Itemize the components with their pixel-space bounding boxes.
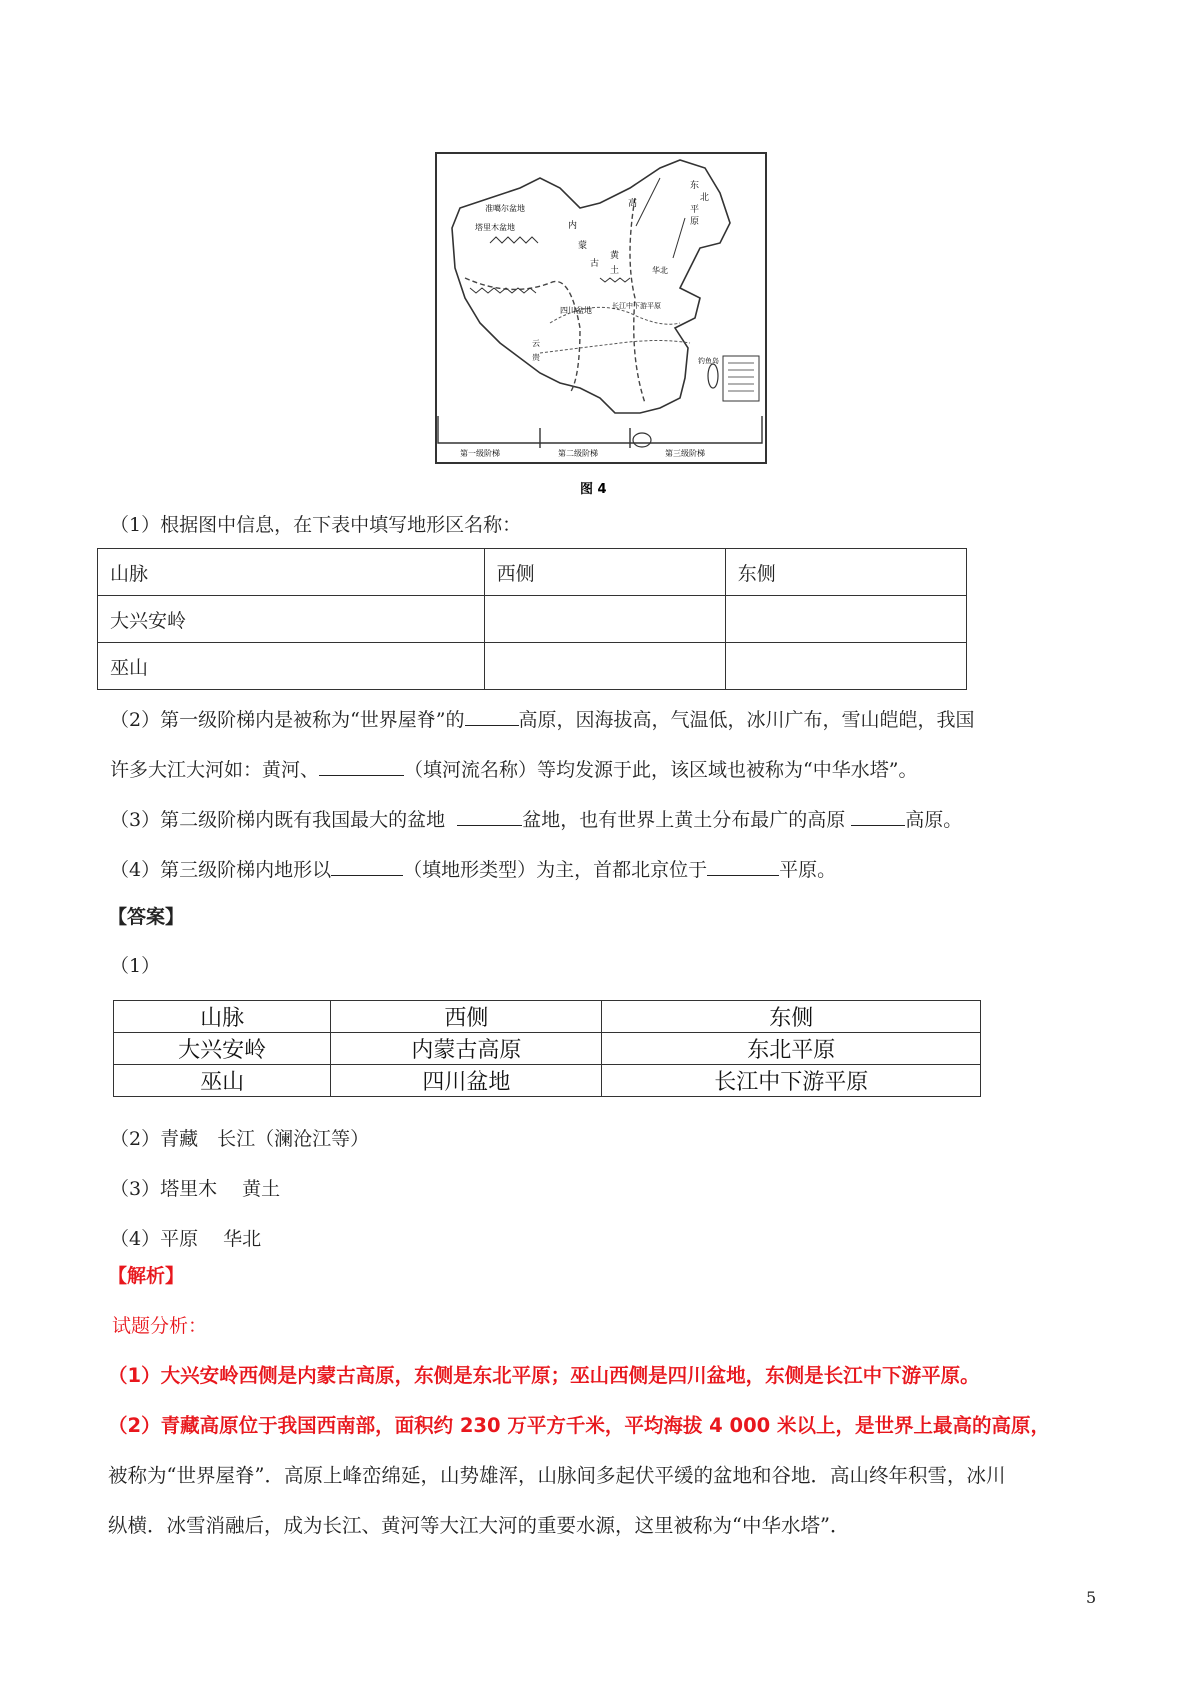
label-loess-t: 土 bbox=[610, 266, 620, 276]
label-tarim: 塔里木盆地 bbox=[475, 223, 515, 232]
table-cell: 西侧 bbox=[484, 549, 725, 596]
answer-blank[interactable] bbox=[331, 857, 403, 876]
label-step2: 第二级阶梯 bbox=[558, 449, 598, 458]
question-1: （1）根据图中信息，在下表中填写地形区名称： bbox=[110, 514, 522, 536]
answer-blank[interactable] bbox=[457, 807, 522, 826]
table-cell: 大兴安岭 bbox=[114, 1033, 331, 1065]
answer-blank[interactable] bbox=[319, 757, 404, 776]
answer-blank-cell[interactable] bbox=[484, 643, 725, 690]
label-plateau-g: 高 bbox=[628, 199, 638, 209]
label-step1: 第一级阶梯 bbox=[460, 449, 500, 458]
table-cell: 山脉 bbox=[98, 549, 485, 596]
q4-text-a: （4）第三级阶梯内地形以 bbox=[110, 859, 332, 881]
table-cell: 四川盆地 bbox=[331, 1065, 602, 1097]
table-cell: 巫山 bbox=[98, 643, 485, 690]
terrain-map-figure bbox=[430, 148, 775, 498]
label-gui: 贵 bbox=[532, 353, 540, 362]
question-2-line1 bbox=[110, 706, 975, 734]
label-yun: 云 bbox=[532, 339, 540, 348]
label-junggar: 准噶尔盆地 bbox=[485, 204, 525, 213]
analysis-paragraph-3: 被称为“世界屋脊”．高原上峰峦绵延，山势雄浑，山脉间多起伏平缓的盆地和谷地．高山终年积雪，冰川 bbox=[108, 1464, 1006, 1487]
answer-1: （1） bbox=[110, 955, 161, 977]
label-step3: 第三级阶梯 bbox=[665, 449, 705, 458]
q2-text-b: 高原，因海拔高，气温低，冰川广布，雪山皑皑，我国 bbox=[518, 709, 975, 731]
table-cell: 长江中下游平原 bbox=[602, 1065, 981, 1097]
q2-text-c: 许多大江大河如：黄河、 bbox=[110, 759, 320, 781]
answer-2: （2）青藏 长江（澜沧江等） bbox=[110, 1128, 370, 1150]
analysis-paragraph-2: （2）青藏高原位于我国西南部，面积约 230 万平方千米，平均海拔 4 000 米以上，是世界上最高的高原， bbox=[108, 1414, 1050, 1437]
table-row bbox=[114, 1065, 981, 1097]
q3-text-b: 盆地，也有世界上黄土分布最广的高原 bbox=[522, 809, 846, 831]
table-row bbox=[98, 596, 967, 643]
analysis-heading: 【解析】 bbox=[108, 1265, 185, 1287]
label-huabei: 华北 bbox=[652, 266, 668, 275]
answer-blank[interactable] bbox=[707, 857, 779, 876]
q4-text-c: 平原。 bbox=[779, 859, 837, 881]
label-gu: 古 bbox=[590, 259, 600, 269]
answer-4: （4）平原 华北 bbox=[110, 1228, 262, 1250]
table-row bbox=[114, 1001, 981, 1033]
table-cell: 山脉 bbox=[114, 1001, 331, 1033]
table-cell: 大兴安岭 bbox=[98, 596, 485, 643]
table-cell: 东北平原 bbox=[602, 1033, 981, 1065]
label-loess-h: 黄 bbox=[610, 251, 620, 261]
q2-text-a: （2）第一级阶梯内是被称为“世界屋脊”的 bbox=[110, 709, 465, 731]
label-yuan: 原 bbox=[690, 217, 700, 227]
label-bei: 北 bbox=[700, 193, 710, 203]
table-cell: 西侧 bbox=[331, 1001, 602, 1033]
question-table bbox=[97, 548, 967, 690]
q3-text-c: 高原。 bbox=[905, 809, 963, 831]
answer-heading: 【答案】 bbox=[108, 906, 185, 928]
table-cell: 巫山 bbox=[114, 1065, 331, 1097]
table-row bbox=[98, 549, 967, 596]
label-sichuan: 四川盆地 bbox=[560, 306, 592, 315]
label-inner: 内 bbox=[568, 221, 578, 231]
question-4 bbox=[110, 856, 836, 884]
label-ping: 平 bbox=[690, 205, 700, 215]
label-mongol: 蒙 bbox=[578, 241, 588, 251]
label-ne: 东 bbox=[690, 181, 700, 191]
answer-blank-cell[interactable] bbox=[725, 596, 966, 643]
question-2-line2 bbox=[110, 756, 917, 784]
q4-text-b: （填地形类型）为主，首都北京位于 bbox=[403, 859, 708, 881]
label-yangtze-plain: 长江中下游平原 bbox=[612, 302, 661, 310]
table-cell: 内蒙古高原 bbox=[331, 1033, 602, 1065]
table-row bbox=[98, 643, 967, 690]
answer-3: （3）塔里木 黄土 bbox=[110, 1178, 281, 1200]
answer-blank[interactable] bbox=[465, 707, 519, 726]
analysis-paragraph-4: 纵横．冰雪消融后，成为长江、黄河等大江大河的重要水源，这里被称为“中华水塔”． bbox=[108, 1514, 850, 1537]
page-number: 5 bbox=[1086, 1588, 1097, 1607]
q3-text-a: （3）第二级阶梯内既有我国最大的盆地 bbox=[110, 809, 446, 831]
analysis-paragraph-1: （1）大兴安岭西侧是内蒙古高原，东侧是东北平原；巫山西侧是四川盆地，东侧是长江中下游平原。 bbox=[108, 1364, 980, 1387]
label-island: 钓鱼岛 bbox=[698, 357, 719, 365]
table-cell: 东侧 bbox=[725, 549, 966, 596]
analysis-subheading: 试题分析： bbox=[112, 1315, 208, 1337]
table-row bbox=[114, 1033, 981, 1065]
figure-caption: 图 4 bbox=[580, 482, 607, 497]
q2-text-d: （填河流名称）等均发源于此，该区域也被称为“中华水塔”。 bbox=[404, 759, 918, 781]
china-terrain-map bbox=[430, 148, 775, 498]
answer-table bbox=[113, 1000, 981, 1097]
table-cell: 东侧 bbox=[602, 1001, 981, 1033]
answer-blank-cell[interactable] bbox=[725, 643, 966, 690]
answer-blank-cell[interactable] bbox=[484, 596, 725, 643]
question-3 bbox=[110, 806, 962, 834]
answer-blank[interactable] bbox=[851, 807, 905, 826]
